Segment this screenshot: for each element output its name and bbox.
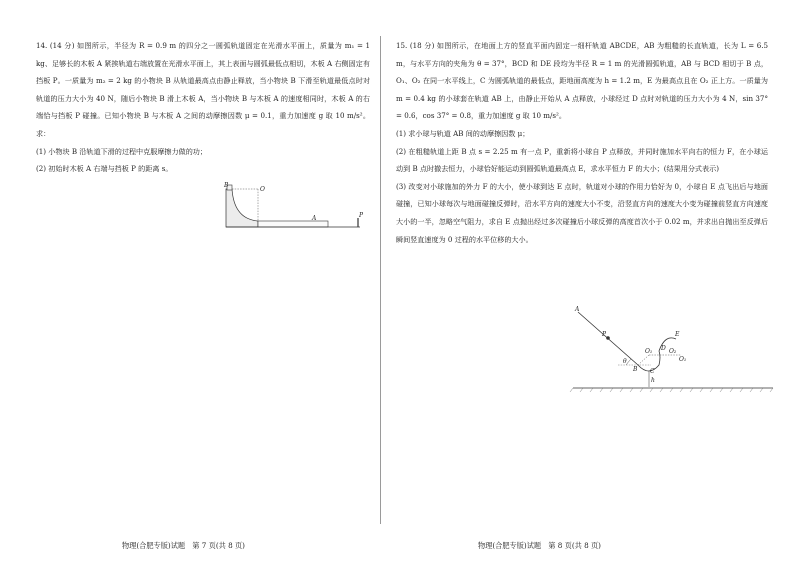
label-theta: θ <box>623 358 627 365</box>
right-footer: 物理(合肥专版)试题 第 8 页(共 8 页) <box>478 541 601 550</box>
left-page <box>0 0 380 579</box>
board-a <box>258 221 328 227</box>
left-footer: 物理(合肥专版)试题 第 7 页(共 8 页) <box>122 541 245 550</box>
q14-figure <box>218 184 368 229</box>
label-c: C <box>650 368 655 375</box>
right-page <box>383 0 800 579</box>
radius-o1-b <box>638 355 649 365</box>
ball-p <box>606 336 610 340</box>
question-14 <box>36 37 370 178</box>
arc-track <box>226 189 258 227</box>
column-divider <box>380 36 381 524</box>
label-a: A <box>575 306 580 313</box>
label-o: O <box>260 186 265 193</box>
question-15 <box>396 37 768 248</box>
q15-statement: 15. (18 分) 如图所示，在地面上方的竖直平面内固定一细杆轨道 ABCDE，AB 为粗糙的长直轨道，长为 L = 6.5 m，与水平方向的夹角为 θ = 37°，BCD 和 DE 段均为半径 R = 1 m 的光滑圆弧轨道，AB 与 BCD 相切于 B 点，O₁、O₂ 在同一水平线上，C 为圆弧轨道的最低点，距地面高度为 h = 1.2 m，E 为最高点且在 O₂ 正上方。一质量为 m = 0.4 kg 的小球套在轨道 AB 上，由静止开始从 A 点释放，小球经过 D 点时对轨道的压力大小为 4 N，sin 37° = 0.6，cos 37° = 0.8，重力加速度 g 取 10 m/s²。 <box>396 41 768 121</box>
q15-figure <box>573 307 773 397</box>
ground-hatch <box>570 388 773 392</box>
label-o1-right: O₁ <box>679 356 687 363</box>
angle-theta-arc <box>626 359 631 365</box>
label-e: E <box>675 331 680 338</box>
q15-part-3: (3) 改变对小球施加的外力 F 的大小，使小球到达 E 点时，轨道对小球的作用力恰好为 0，小球自 E 点飞出后与地面碰撞，已知小球每次与地面碰撞反弹时，沿水平方向的速度大小不变，沿竖直方向的速度大小变为碰撞前竖直方向速度大小的一半，忽略空气阻力，求自 E 点抛出经过多次碰撞后小球反弹的高度首次小于 0.02 m，并求出自抛出至反弹后瞬间竖直速度为 0 过程的水平位移的大小。 <box>396 181 768 244</box>
q14-part-2: (2) 初始时木板 A 右端与挡板 P 的距离 s。 <box>36 164 173 174</box>
label-o2: O₂ <box>669 348 677 355</box>
q15-part-1: (1) 求小球与轨道 AB 间的动摩擦因数 μ； <box>396 128 530 138</box>
q14-statement: 14. (14 分) 如图所示，半径为 R = 0.9 m 的四分之一圆弧轨道固定在光滑水平面上，质量为 m₁ = 1 kg、足够长的木板 A 紧挨轨道右端放置在光滑水平面上，其上表面与圆弧最低点相切，木板 A 右侧固定有挡板 P。一质量为 m₂ = 2 kg 的小物块 B 从轨道最高点由静止释放，当小物块 B 下滑至轨道最低点时对轨道的压力大小为 40 N，随后小物块 B 滑上木板 A，当小物块 B 与木板 A 的速度相同时，木板 A 的右端恰与挡板 P 碰撞。已知小物块 B 与木板 A 之间的动摩擦因数 μ = 0.1，重力加速度 g 取 10 m/s²。求： <box>36 41 370 138</box>
label-a: A <box>312 215 317 222</box>
label-o1: O₁ <box>645 348 653 355</box>
label-b: B <box>633 366 638 373</box>
q15-part-2: (2) 在粗糙轨道上距 B 点 s = 2.25 m 有一点 P，重新将小球自 P 点释放，并同时施加水平向右的恒力 F，在小球运动到 B 点时撤去恒力，小球恰好能运动到圆弧轨道最高点 E，求水平恒力 F 的大小；(结果用分式表示) <box>396 146 768 174</box>
label-h: h <box>651 377 655 384</box>
label-p: P <box>602 331 607 338</box>
label-b: B <box>224 182 229 189</box>
q14-part-1: (1) 小物块 B 沿轨道下滑的过程中克服摩擦力做的功； <box>36 146 207 156</box>
label-d: D <box>661 345 666 352</box>
label-p: P <box>359 212 364 219</box>
